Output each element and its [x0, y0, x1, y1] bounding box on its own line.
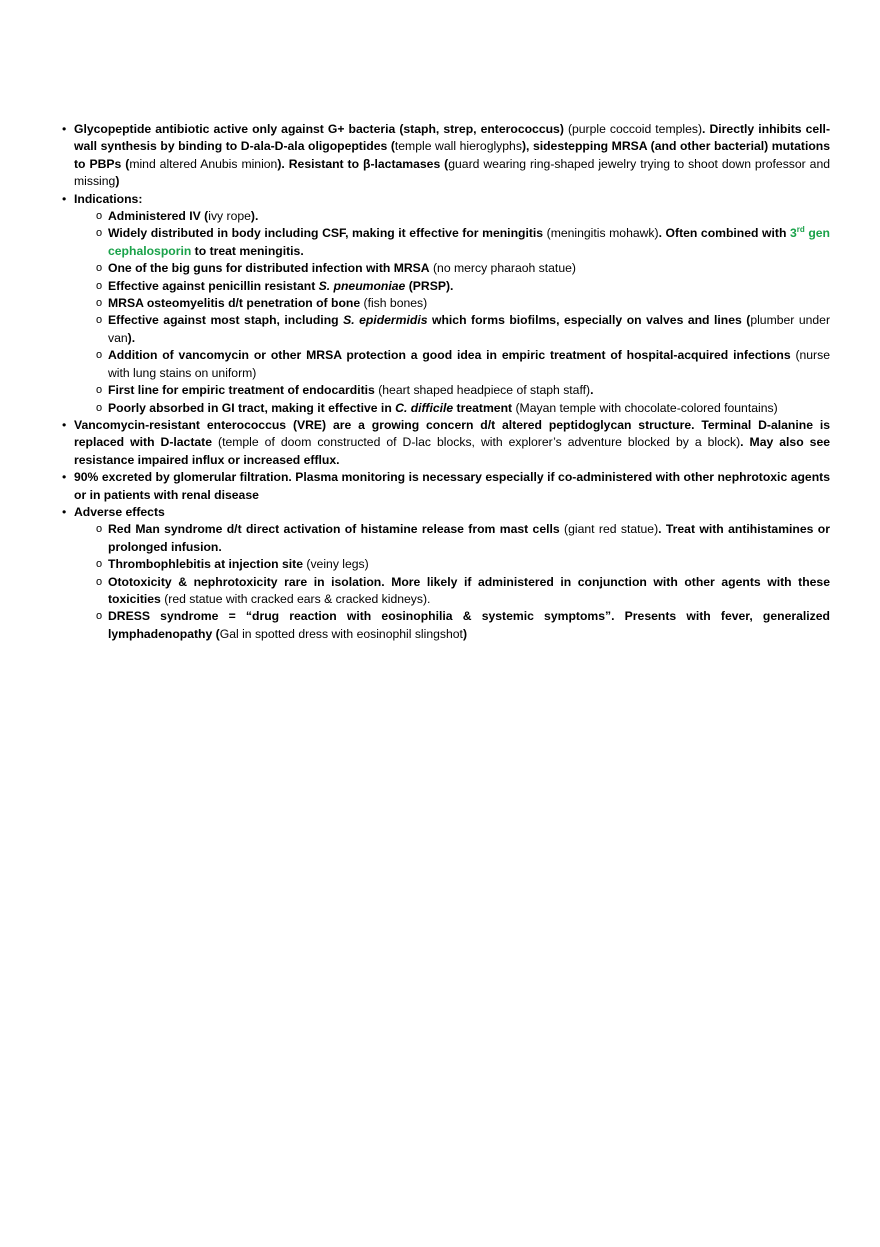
vre-text: Vancomycin-resistant enterococcus (VRE) are a growing concern d/t altered peptidoglycan structure. Terminal D-alanine is replaced with D-lactate	[74, 417, 830, 450]
mechanism-text-2: . Directly inhibits cell-wall synthesis by binding to D-ala-D-ala oligopeptides (	[74, 122, 831, 154]
indication-mrsa-mnemonic: (no mercy pharaoh statue)	[429, 261, 576, 276]
indication-osteomyelitis	[96, 295, 830, 312]
indication-endocarditis-end: .	[590, 383, 594, 398]
bullet-marker: •	[62, 504, 67, 519]
indication-prsp-text: Effective against penicillin resistant	[108, 278, 319, 293]
indication-staph-end: ).	[127, 330, 136, 345]
indication-meningitis	[96, 225, 830, 260]
red-man-text: Red Man syndrome d/t direct activation of histamine release from mast cells	[108, 522, 560, 537]
sub-marker: o	[96, 210, 103, 223]
cephalosporin-highlight: gen cephalosporin	[108, 226, 830, 258]
indication-endocarditis-text: First line for empiric treatment of endocarditis	[108, 383, 375, 398]
sub-marker: o	[96, 575, 103, 588]
sub-marker: o	[96, 610, 103, 623]
bullet-adverse-effects	[62, 504, 830, 643]
bullet-excretion	[62, 469, 830, 504]
indication-meningitis-text: Widely distributed in body including CSF, making it effective for meningitis	[108, 226, 544, 241]
notes-content	[62, 121, 830, 643]
s-pneumoniae-italic: S. pneumoniae	[318, 278, 406, 293]
sub-marker: o	[96, 262, 103, 275]
red-man-treatment: . Treat with antihistamines or prolonged infusion.	[108, 522, 830, 554]
dress-text: DRESS syndrome = “drug reaction with eosinophilia & systemic symptoms”. Presents with fever, generalized lymphadenopathy (	[108, 609, 830, 641]
adverse-dress	[96, 608, 830, 643]
adverse-effects-heading: Adverse effects	[74, 504, 165, 519]
mechanism-mnemonic-4: guard wearing ring-shaped jewelry trying to shoot down professor and missing	[74, 156, 831, 189]
adverse-effects-sublist	[74, 521, 830, 643]
sub-marker: o	[96, 297, 103, 310]
mechanism-text-4: ). Resistant to β-lactamases (	[277, 156, 449, 171]
sub-marker: o	[96, 349, 103, 362]
indication-mrsa-text: One of the big guns for distributed infection with MRSA	[108, 261, 430, 276]
indication-meningitis-combo: . Often combined with	[658, 226, 790, 241]
excretion-text: 90% excreted by glomerular filtration. Plasma monitoring is necessary especially if co-administered with other nephrotoxic agents or in patients with renal disease	[74, 470, 830, 502]
indication-cdiff-text: Poorly absorbed in GI tract, making it effective in	[108, 400, 396, 415]
third-gen-number: 3	[789, 226, 797, 241]
dress-mnemonic: Gal in spotted dress with eosinophil slingshot	[219, 626, 463, 641]
adverse-red-man	[96, 521, 830, 556]
indication-prsp-end: (PRSP).	[405, 278, 454, 293]
indication-staph	[96, 312, 830, 347]
indication-hospital-text: Addition of vancomycin or other MRSA protection a good idea in empiric treatment of hospital-acquired infections	[108, 348, 791, 363]
bullet-marker: •	[62, 470, 67, 485]
bullet-marker: •	[62, 191, 67, 206]
indication-cdiff	[96, 400, 830, 417]
indication-hospital	[96, 347, 830, 382]
bullet-list	[62, 121, 830, 643]
indication-staph-text: Effective against most staph, including	[108, 313, 344, 328]
indication-cdiff-mnemonic: (Mayan temple with chocolate-colored fountains)	[512, 400, 778, 415]
mechanism-text-1: Glycopeptide antibiotic active only against G+ bacteria (staph, strep, enterococcus)	[74, 122, 564, 136]
s-epidermidis-italic: S. epidermidis	[343, 313, 428, 328]
sub-marker: o	[96, 227, 103, 240]
indication-hospital-mnemonic: (nurse with lung stains on uniform)	[108, 348, 830, 380]
indication-staph-biofilm: which forms biofilms, especially on valves and lines (	[427, 313, 751, 328]
sub-marker: o	[96, 523, 103, 536]
indication-meningitis-mnemonic: (meningitis mohawk)	[543, 226, 659, 241]
bullet-mechanism	[62, 121, 830, 191]
mechanism-mnemonic-3: mind altered Anubis minion	[129, 156, 278, 171]
indication-iv	[96, 208, 830, 225]
indication-iv-end: ).	[250, 209, 259, 224]
sub-marker: o	[96, 401, 103, 414]
bullet-marker: •	[62, 122, 67, 136]
indication-endocarditis-mnemonic: (heart shaped headpiece of staph staff)	[374, 383, 591, 398]
indication-mrsa	[96, 260, 830, 277]
indication-endocarditis	[96, 382, 830, 399]
indication-osteomyelitis-mnemonic: (fish bones)	[360, 296, 428, 311]
indication-staph-mnemonic: plumber under van	[108, 313, 831, 345]
dress-end: )	[462, 626, 468, 641]
indication-iv-text: Administered IV (	[108, 209, 209, 224]
c-difficile-italic: C. difficile	[395, 400, 454, 415]
sub-marker: o	[96, 279, 103, 292]
sub-marker: o	[96, 558, 103, 571]
thrombophlebitis-text: Thrombophlebitis at injection site	[108, 557, 304, 572]
bullet-marker: •	[62, 417, 67, 432]
red-man-mnemonic: (giant red statue)	[559, 522, 659, 537]
bullet-indications	[62, 191, 830, 417]
vre-end: . May also see resistance impaired influx or increased efflux.	[74, 435, 830, 467]
indications-sublist	[74, 208, 830, 417]
indication-meningitis-end: to treat meningitis.	[191, 243, 304, 258]
adverse-thrombophlebitis	[96, 556, 830, 573]
indication-cdiff-treatment: treatment	[453, 400, 513, 415]
thrombophlebitis-mnemonic: (veiny legs)	[303, 557, 369, 572]
bullet-vre	[62, 417, 830, 469]
indication-osteomyelitis-text: MRSA osteomyelitis d/t penetration of bone	[108, 296, 361, 311]
mechanism-text-5: )	[115, 174, 120, 189]
indication-iv-mnemonic: ivy rope	[208, 209, 251, 224]
mechanism-text-3: ), sidestepping MRSA (and other bacterial) mutations to PBPs (	[74, 139, 830, 171]
sub-marker: o	[96, 314, 103, 327]
vre-mnemonic: (temple of doom constructed of D-lac blocks, with explorer’s adventure blocked by a block)	[212, 435, 741, 450]
sub-marker: o	[96, 384, 103, 397]
adverse-toxicity	[96, 574, 830, 609]
third-gen-ordinal: rd	[796, 225, 805, 235]
indications-heading: Indications:	[74, 191, 143, 206]
indication-prsp	[96, 278, 830, 295]
mechanism-mnemonic-1: (purple coccoid temples)	[563, 122, 703, 136]
mechanism-mnemonic-2: temple wall hieroglyphs	[394, 139, 522, 154]
toxicity-text: Ototoxicity & nephrotoxicity rare in isolation. More likely if administered in conjunction with other agents with these toxicities	[108, 574, 830, 606]
toxicity-mnemonic: (red statue with cracked ears & cracked kidneys).	[160, 591, 431, 606]
